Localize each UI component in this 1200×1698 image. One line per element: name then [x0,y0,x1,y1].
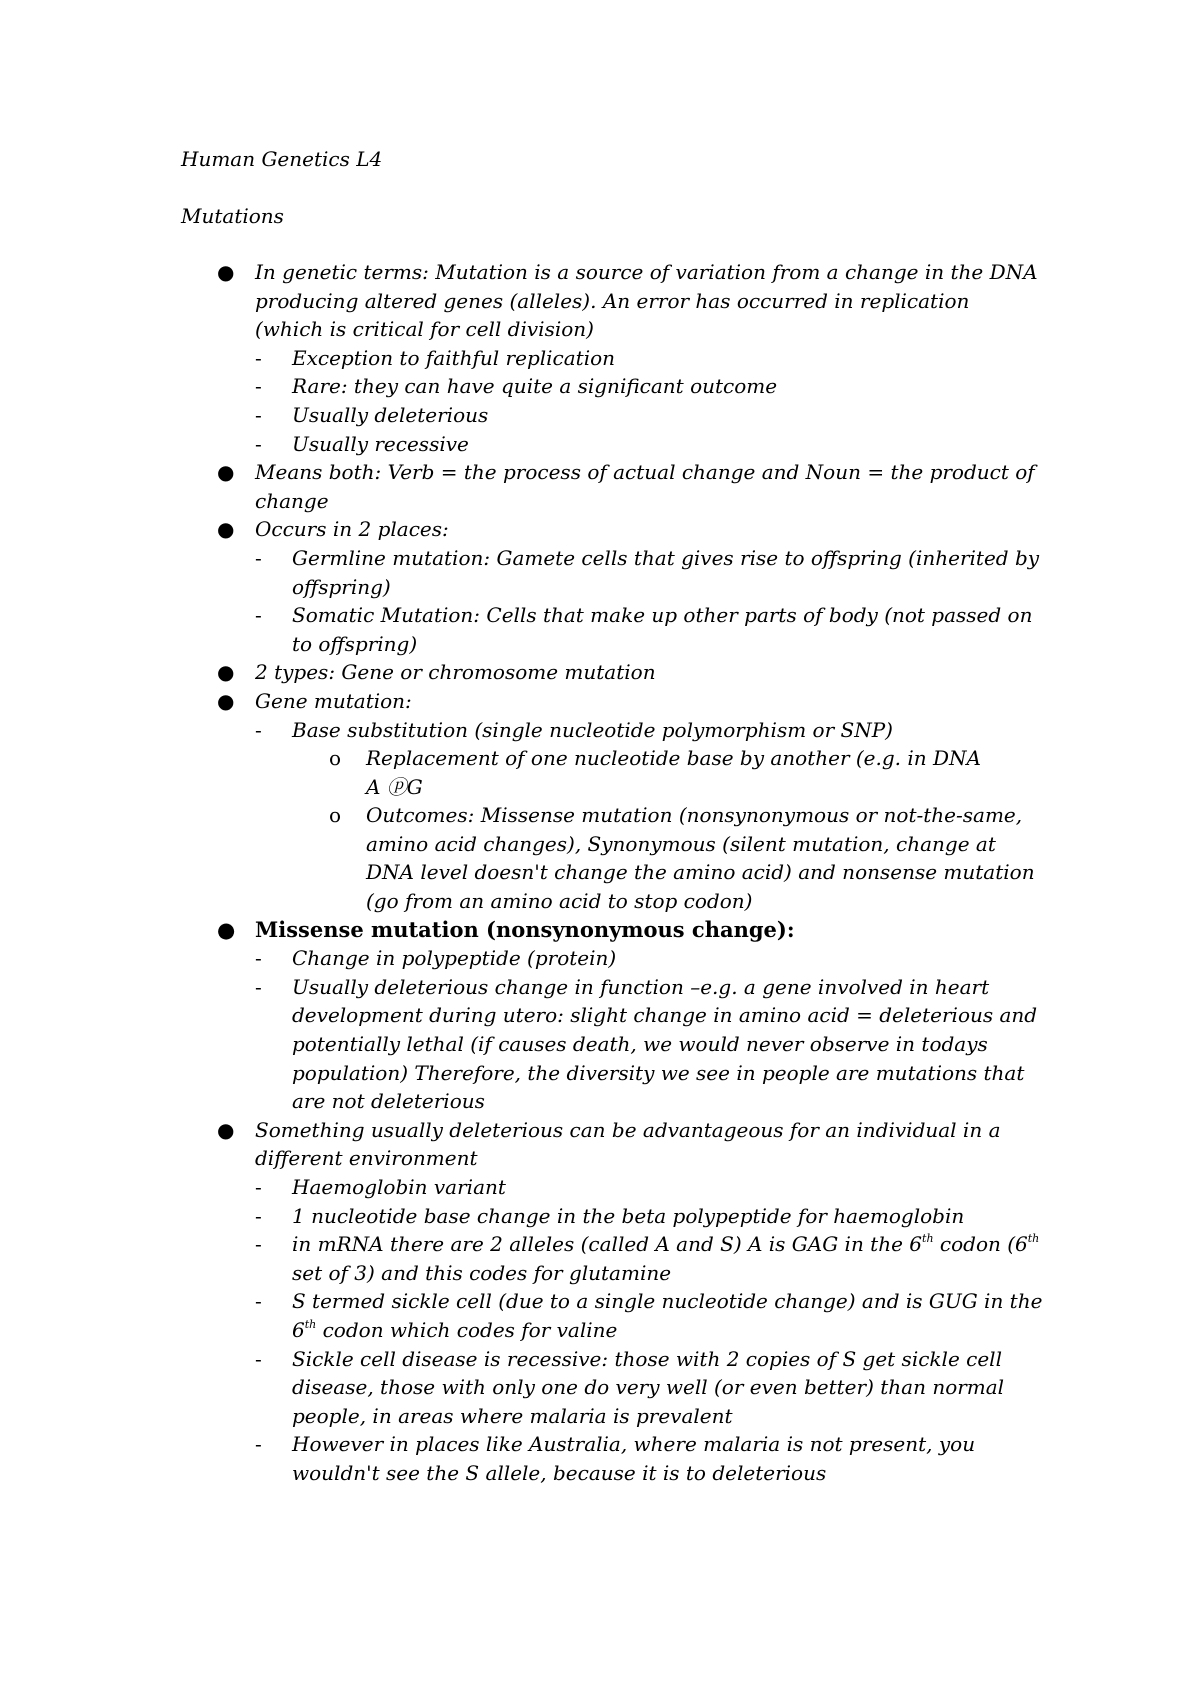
list-item [0,944,1200,973]
list-item [0,658,1200,687]
list-item-text: 1 nucleotide base change in the beta polypeptide for haemoglobin [292,1203,965,1228]
list-item-continuation [0,1316,1200,1345]
dash-marker: - [255,974,262,999]
list-item [0,1287,1200,1316]
list-item-text: (which is critical for cell division) [255,317,594,342]
list-item-continuation [0,315,1200,344]
list-item-continuation [0,487,1200,516]
list-item-continuation [0,887,1200,916]
list-item-text: Means both: Verb = the process of actual change and Noun = the product of [255,460,1035,485]
list-item-text: set of 3) and this codes for glutamine [292,1260,672,1285]
list-item-text: Usually recessive [292,431,469,456]
list-item [0,973,1200,1002]
list-item-text: wouldn't see the S allele, because it is to deleterious [292,1460,827,1485]
bullet-marker: ● [217,517,235,542]
dash-marker: - [255,603,262,628]
list-item-text: Replacement of one nucleotide base by another (e.g. in DNA [366,746,981,771]
list-item [0,1430,1200,1459]
dash-marker: - [255,374,262,399]
list-item-text: different environment [255,1146,478,1171]
dash-marker: - [255,946,262,971]
list-item-text: development during utero: slight change in amino acid = deleterious and [292,1003,1038,1028]
list-item-text: Base substitution (single nucleotide polymorphism or SNP) [292,717,893,742]
list-item-text: Usually deleterious change in function –e.g. a gene involved in heart [292,974,990,999]
list-item-continuation [0,1402,1200,1431]
list-item [0,515,1200,544]
list-item [0,344,1200,373]
dash-marker: - [255,1432,262,1457]
list-item [0,687,1200,716]
list-item-text: offspring) [292,574,391,599]
list-item [0,716,1200,745]
list-item [0,916,1200,945]
list-item-text: Exception to faithful replication [292,345,616,370]
list-item-text: potentially lethal (if causes death, we would never observe in todays [292,1032,988,1057]
list-item [0,1116,1200,1145]
circle-marker: o [329,746,342,771]
list-item-text: DNA level doesn't change the amino acid) and nonsense mutation [366,860,1035,885]
bullet-marker: ● [217,1117,235,1142]
notes-list [0,258,1200,1488]
list-item-text: Missense mutation (nonsynonymous change): [255,916,795,942]
bullet-marker: ● [217,260,235,284]
list-item [0,372,1200,401]
list-item-continuation [0,1001,1200,1030]
document-title: Human Genetics L4 [181,147,383,171]
bullet-marker: ● [217,460,235,485]
list-item-text: Rare: they can have quite a significant outcome [292,374,778,399]
list-item-text: Haemoglobin variant [292,1175,506,1199]
dash-marker: - [255,545,262,570]
list-item-text: 6th codon which codes for valine [292,1317,618,1342]
superscript: th [922,1232,934,1246]
list-item-text: population) Therefore, the diversity we see in people are mutations that [292,1060,1025,1085]
dash-marker: - [255,1203,262,1228]
list-item-text: Occurs in 2 places: [255,517,449,542]
list-item [0,544,1200,573]
list-item-text: In genetic terms: Mutation is a source of variation from a change in the DNA [255,260,1038,284]
bullet-marker: ● [217,660,235,685]
list-item-text: are not deleterious [292,1089,485,1114]
list-item-text: producing altered genes (alleles). An error has occurred in replication [255,288,970,313]
list-item-continuation [0,287,1200,316]
list-item-text: Something usually deleterious can be advantageous for an individual in a [255,1117,1001,1142]
dash-marker: - [255,1232,262,1257]
list-item [0,1173,1200,1202]
dash-marker: - [255,345,262,370]
list-item [0,801,1200,830]
list-item-text: Change in polypeptide (protein) [292,946,617,971]
list-item-text: Sickle cell disease is recessive: those with 2 copies of S get sickle cell [292,1346,1002,1371]
list-item-text: 2 types: Gene or chromosome mutation [255,660,656,685]
list-item-text: to offspring) [292,631,418,656]
list-item-continuation [0,1087,1200,1116]
list-item [0,401,1200,430]
list-item-text: Outcomes: Missense mutation (nonsynonymous or not-the-same, [366,803,1023,828]
list-item [0,258,1200,287]
bullet-marker: ● [217,916,236,942]
list-item-text: (go from an amino acid to stop codon) [366,889,753,914]
list-item-text: S termed sickle cell (due to a single nucleotide change) and is GUG in the [292,1289,1043,1314]
list-item-continuation [0,1059,1200,1088]
list-item-text: Usually deleterious [292,402,489,427]
dash-marker: - [255,402,262,427]
list-item [0,1230,1200,1259]
list-item-text: disease, those with only one do very well (or even better) than normal [292,1375,1005,1400]
list-item-continuation [0,1030,1200,1059]
list-item-continuation [0,858,1200,887]
list-item-text: amino acid changes), Synonymous (silent mutation, change at [366,831,996,856]
list-item [0,1345,1200,1374]
list-item-continuation [0,1144,1200,1173]
list-item-text: Germline mutation: Gamete cells that gives rise to offspring (inherited by [292,545,1040,570]
list-item [0,744,1200,773]
bullet-marker: ● [217,688,235,713]
dash-marker: - [255,431,262,456]
list-item [0,601,1200,630]
section-heading: Mutations [181,204,284,228]
list-item-continuation [0,630,1200,659]
list-item [0,1202,1200,1231]
list-item-text: A ⓟG [366,774,423,799]
superscript: th [304,1317,317,1331]
list-item-text: Gene mutation: [255,688,412,713]
list-item-text: change [255,488,329,513]
list-item-text: However in places like Australia, where malaria is not present, you [292,1432,976,1457]
list-item-continuation [0,1259,1200,1288]
circle-marker: o [329,803,342,828]
list-item-text: in mRNA there are 2 alleles (called A and S) A is GAG in the 6th codon (6th [292,1232,1040,1257]
list-item-continuation [0,773,1200,802]
dash-marker: - [255,1175,262,1199]
dash-marker: - [255,1346,262,1371]
list-item [0,458,1200,487]
superscript: th [1027,1232,1040,1246]
list-item-continuation [0,573,1200,602]
list-item-text: people, in areas where malaria is prevalent [292,1403,733,1428]
list-item-text: Somatic Mutation: Cells that make up other parts of body (not passed on [292,603,1033,628]
dash-marker: - [255,1289,262,1314]
list-item-continuation [0,1459,1200,1488]
dash-marker: - [255,717,262,742]
list-item [0,430,1200,459]
list-item-continuation [0,1373,1200,1402]
list-item-continuation [0,830,1200,859]
